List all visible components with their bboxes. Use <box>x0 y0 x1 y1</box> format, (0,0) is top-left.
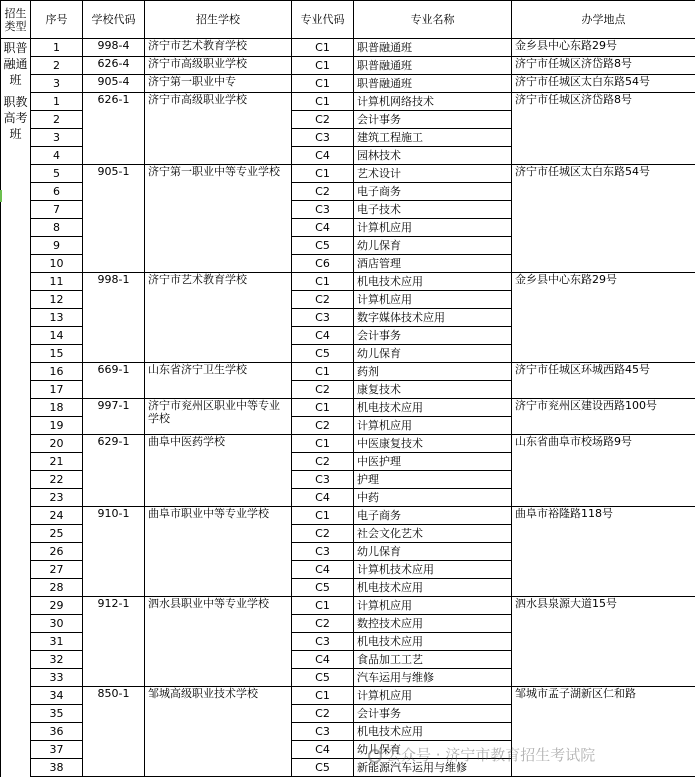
seq-cell: 2 <box>31 111 83 129</box>
major-name-cell: 电子商务 <box>354 507 512 525</box>
seq-cell: 12 <box>31 291 83 309</box>
seq-cell: 36 <box>31 723 83 741</box>
seq-cell: 25 <box>31 525 83 543</box>
major-name-cell: 艺术设计 <box>354 165 512 183</box>
major-name-cell: 幼儿保育 <box>354 345 512 363</box>
watermark <box>368 744 595 765</box>
major-name-cell: 数字媒体技术应用 <box>354 309 512 327</box>
wechat-icon <box>368 749 382 763</box>
major-name-cell: 幼儿保育 <box>354 237 512 255</box>
major-code-cell: C1 <box>292 39 354 57</box>
school-name-cell: 济宁第一职业中专 <box>145 75 292 93</box>
row-gutter-marker <box>0 190 2 202</box>
major-code-cell: C2 <box>292 453 354 471</box>
header-row <box>1 1 695 39</box>
major-code-cell: C2 <box>292 291 354 309</box>
school-name-cell: 济宁市兖州区职业中等专业学校 <box>145 399 292 435</box>
major-name-cell: 新能源汽车运用与维修 <box>354 759 512 777</box>
major-code-cell: C3 <box>292 201 354 219</box>
seq-cell: 6 <box>31 183 83 201</box>
major-name-cell: 会计事务 <box>354 111 512 129</box>
address-cell: 山东省曲阜市校场路9号 <box>512 435 695 507</box>
seq-cell: 10 <box>31 255 83 273</box>
seq-cell: 31 <box>31 633 83 651</box>
header-address: 办学地点 <box>512 1 695 39</box>
school-name-cell: 曲阜中医药学校 <box>145 435 292 507</box>
major-code-cell: C3 <box>292 309 354 327</box>
major-code-cell: C1 <box>292 399 354 417</box>
major-code-cell: C5 <box>292 345 354 363</box>
major-code-cell: C1 <box>292 273 354 291</box>
seq-cell: 22 <box>31 471 83 489</box>
major-code-cell: C1 <box>292 687 354 705</box>
table-row <box>1 597 695 615</box>
table-row <box>1 273 695 291</box>
address-cell: 泗水县泉源大道15号 <box>512 597 695 687</box>
major-name-cell: 康复技术 <box>354 381 512 399</box>
seq-cell: 18 <box>31 399 83 417</box>
school-name-cell: 邹城高级职业技术学校 <box>145 687 292 777</box>
seq-cell: 8 <box>31 219 83 237</box>
major-name-cell: 职普融通班 <box>354 57 512 75</box>
address-cell: 金乡县中心东路29号 <box>512 39 695 57</box>
seq-cell: 4 <box>31 147 83 165</box>
address-cell: 曲阜市裕隆路118号 <box>512 507 695 597</box>
major-code-cell: C5 <box>292 759 354 777</box>
seq-cell: 20 <box>31 435 83 453</box>
seq-cell: 7 <box>31 201 83 219</box>
major-name-cell: 汽车运用与维修 <box>354 669 512 687</box>
major-name-cell: 计算机应用 <box>354 687 512 705</box>
major-name-cell: 职普融通班 <box>354 75 512 93</box>
major-code-cell: C1 <box>292 93 354 111</box>
school-name-cell: 济宁第一职业中等专业学校 <box>145 165 292 273</box>
seq-cell: 24 <box>31 507 83 525</box>
seq-cell: 38 <box>31 759 83 777</box>
seq-cell: 27 <box>31 561 83 579</box>
header-major-name: 专业名称 <box>354 1 512 39</box>
major-name-cell: 园林技术 <box>354 147 512 165</box>
seq-cell: 3 <box>31 75 83 93</box>
school-name-cell: 济宁市高级职业学校 <box>145 93 292 165</box>
major-code-cell: C1 <box>292 363 354 381</box>
seq-cell: 26 <box>31 543 83 561</box>
address-cell: 济宁市任城区太白东路54号 <box>512 165 695 273</box>
address-cell: 邹城市孟子湖新区仁和路 <box>512 687 695 777</box>
major-name-cell: 社会文化艺术 <box>354 525 512 543</box>
school-name-cell: 济宁市艺术教育学校 <box>145 273 292 363</box>
header-school-code: 学校代码 <box>83 1 145 39</box>
major-name-cell: 会计事务 <box>354 705 512 723</box>
major-name-cell: 幼儿保育 <box>354 543 512 561</box>
address-cell: 金乡县中心东路29号 <box>512 273 695 363</box>
school-name-cell: 山东省济宁卫生学校 <box>145 363 292 399</box>
major-code-cell: C2 <box>292 705 354 723</box>
seq-cell: 17 <box>31 381 83 399</box>
major-code-cell: C1 <box>292 57 354 75</box>
school-code-cell: 626-1 <box>83 93 145 165</box>
major-name-cell: 电子商务 <box>354 183 512 201</box>
header-category: 招生类型 <box>1 1 31 39</box>
school-code-cell: 912-1 <box>83 597 145 687</box>
major-name-cell: 中医护理 <box>354 453 512 471</box>
category-cell: 职教高考班 <box>1 93 31 777</box>
school-code-cell: 910-1 <box>83 507 145 597</box>
major-name-cell: 计算机应用 <box>354 417 512 435</box>
major-code-cell: C1 <box>292 435 354 453</box>
major-code-cell: C4 <box>292 741 354 759</box>
seq-cell: 33 <box>31 669 83 687</box>
major-code-cell: C1 <box>292 75 354 93</box>
major-code-cell: C2 <box>292 381 354 399</box>
major-code-cell: C1 <box>292 507 354 525</box>
address-cell: 济宁市兖州区建设西路100号 <box>512 399 695 435</box>
school-code-cell: 669-1 <box>83 363 145 399</box>
school-code-cell: 626-4 <box>83 57 145 75</box>
school-name-cell: 济宁市高级职业学校 <box>145 57 292 75</box>
major-code-cell: C6 <box>292 255 354 273</box>
major-name-cell: 机电技术应用 <box>354 399 512 417</box>
major-name-cell: 药剂 <box>354 363 512 381</box>
major-name-cell: 职普融通班 <box>354 39 512 57</box>
major-name-cell: 中药 <box>354 489 512 507</box>
major-code-cell: C3 <box>292 633 354 651</box>
seq-cell: 13 <box>31 309 83 327</box>
address-cell: 济宁市任城区济岱路8号 <box>512 93 695 165</box>
major-code-cell: C5 <box>292 669 354 687</box>
major-code-cell: C2 <box>292 111 354 129</box>
major-name-cell: 计算机技术应用 <box>354 561 512 579</box>
seq-cell: 34 <box>31 687 83 705</box>
seq-cell: 30 <box>31 615 83 633</box>
address-cell: 济宁市任城区太白东路54号 <box>512 75 695 93</box>
table-row <box>1 399 695 417</box>
seq-cell: 1 <box>31 39 83 57</box>
school-code-cell: 905-4 <box>83 75 145 93</box>
table-row <box>1 363 695 381</box>
seq-cell: 3 <box>31 129 83 147</box>
school-code-cell: 998-1 <box>83 273 145 363</box>
major-name-cell: 中医康复技术 <box>354 435 512 453</box>
school-code-cell: 629-1 <box>83 435 145 507</box>
major-code-cell: C5 <box>292 579 354 597</box>
table-row <box>1 39 695 57</box>
major-code-cell: C2 <box>292 525 354 543</box>
major-name-cell: 建筑工程施工 <box>354 129 512 147</box>
major-code-cell: C4 <box>292 489 354 507</box>
school-name-cell: 曲阜市职业中等专业学校 <box>145 507 292 597</box>
major-name-cell: 酒店管理 <box>354 255 512 273</box>
school-code-cell: 850-1 <box>83 687 145 777</box>
major-code-cell: C2 <box>292 615 354 633</box>
address-cell: 济宁市任城区济岱路8号 <box>512 57 695 75</box>
major-code-cell: C3 <box>292 543 354 561</box>
major-name-cell: 计算机应用 <box>354 597 512 615</box>
header-school-name: 招生学校 <box>145 1 292 39</box>
major-code-cell: C4 <box>292 327 354 345</box>
seq-cell: 14 <box>31 327 83 345</box>
major-code-cell: C1 <box>292 597 354 615</box>
table-row <box>1 687 695 705</box>
major-name-cell: 计算机应用 <box>354 291 512 309</box>
seq-cell: 28 <box>31 579 83 597</box>
major-code-cell: C4 <box>292 651 354 669</box>
school-name-cell: 济宁市艺术教育学校 <box>145 39 292 57</box>
major-code-cell: C4 <box>292 561 354 579</box>
school-code-cell: 998-4 <box>83 39 145 57</box>
major-name-cell: 幼儿保育 <box>354 741 512 759</box>
seq-cell: 21 <box>31 453 83 471</box>
table-row <box>1 435 695 453</box>
seq-cell: 16 <box>31 363 83 381</box>
seq-cell: 5 <box>31 165 83 183</box>
major-name-cell: 机电技术应用 <box>354 579 512 597</box>
table-row <box>1 75 695 93</box>
seq-cell: 32 <box>31 651 83 669</box>
major-code-cell: C4 <box>292 219 354 237</box>
seq-cell: 15 <box>31 345 83 363</box>
seq-cell: 19 <box>31 417 83 435</box>
major-code-cell: C1 <box>292 165 354 183</box>
table-body <box>1 39 695 777</box>
seq-cell: 11 <box>31 273 83 291</box>
school-name-cell: 泗水县职业中等专业学校 <box>145 597 292 687</box>
table-row <box>1 165 695 183</box>
major-name-cell: 护理 <box>354 471 512 489</box>
major-name-cell: 数控技术应用 <box>354 615 512 633</box>
major-code-cell: C3 <box>292 471 354 489</box>
address-cell: 济宁市任城区环城西路45号 <box>512 363 695 399</box>
school-code-cell: 997-1 <box>83 399 145 435</box>
major-name-cell: 机电技术应用 <box>354 723 512 741</box>
seq-cell: 23 <box>31 489 83 507</box>
seq-cell: 1 <box>31 93 83 111</box>
major-code-cell: C3 <box>292 129 354 147</box>
school-code-cell: 905-1 <box>83 165 145 273</box>
major-name-cell: 机电技术应用 <box>354 273 512 291</box>
major-name-cell: 电子技术 <box>354 201 512 219</box>
major-code-cell: C3 <box>292 723 354 741</box>
major-code-cell: C4 <box>292 147 354 165</box>
table-row <box>1 507 695 525</box>
category-cell: 职普融通班 <box>1 39 31 93</box>
major-code-cell: C2 <box>292 417 354 435</box>
major-code-cell: C5 <box>292 237 354 255</box>
seq-cell: 37 <box>31 741 83 759</box>
major-name-cell: 计算机网络技术 <box>354 93 512 111</box>
major-name-cell: 食品加工工艺 <box>354 651 512 669</box>
major-code-cell: C2 <box>292 183 354 201</box>
seq-cell: 2 <box>31 57 83 75</box>
seq-cell: 9 <box>31 237 83 255</box>
major-name-cell: 机电技术应用 <box>354 633 512 651</box>
seq-cell: 35 <box>31 705 83 723</box>
table-row <box>1 57 695 75</box>
major-name-cell: 会计事务 <box>354 327 512 345</box>
table-row <box>1 93 695 111</box>
major-name-cell: 计算机应用 <box>354 219 512 237</box>
watermark-text: 公众号 · 济宁市教育招生考试院 <box>386 746 596 764</box>
seq-cell: 29 <box>31 597 83 615</box>
header-seq: 序号 <box>31 1 83 39</box>
header-major-code: 专业代码 <box>292 1 354 39</box>
